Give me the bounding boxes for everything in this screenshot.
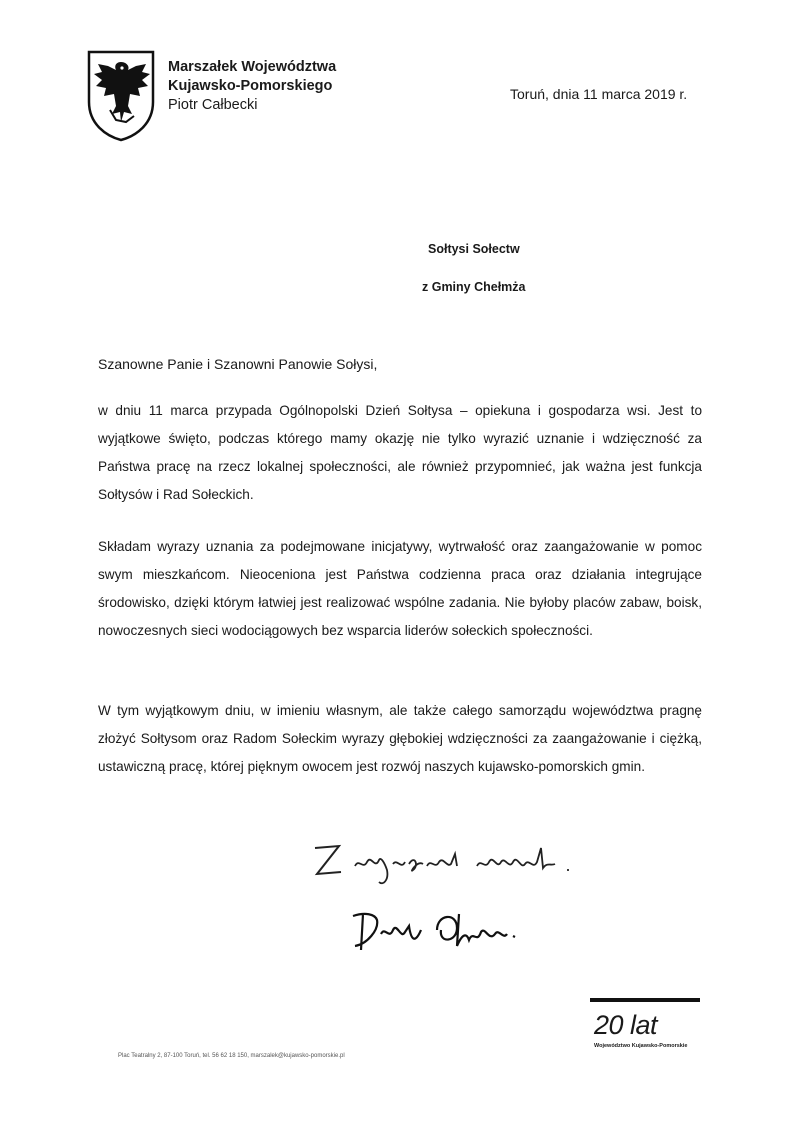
recipient-block <box>422 230 526 306</box>
letter-date: Toruń, dnia 11 marca 2019 r. <box>510 86 688 102</box>
eagle-crest-icon <box>86 50 156 142</box>
issuer-name: Piotr Całbecki <box>168 97 258 113</box>
handwritten-signature <box>345 900 545 970</box>
paragraph-3: W tym wyjątkowym dniu, w imieniu własnym, ale także całego samorządu województwa pragnę złożyć Sołtysom oraz Radom Sołeckim wyrazy głębokiej wdzięczności za zaangażowanie i ciężką, ustawiczną pracę, której pięknym owocem jest rozwój naszych kujawsko-pomorskich gmin. <box>98 703 702 774</box>
paragraph-2: Składam wyrazy uznania za podejmowane inicjatywy, wytrwałość oraz zaangażowanie w pomoc swym mieszkańcom. Nieoceniona jest Państwa codzienna praca oraz działania integrujące środowisko, dzięki którym łatwiej jest realizować wspólne zadania. Nie byłoby placów zabaw, boisk, nowoczesnych sieci wodociągowych bez wsparcia liderów sołeckich społeczności. <box>98 539 702 638</box>
salutation: Szanowne Panie i Szanowni Panowie Sołysi, <box>98 356 378 372</box>
recipient-line1: Sołtysi Sołectw <box>428 242 520 256</box>
jubilee-bar <box>590 998 700 1002</box>
jubilee-logo <box>590 998 710 1049</box>
issuer-office-line2: Kujawsko-Pomorskiego <box>168 78 333 94</box>
jubilee-number: 20 lat <box>594 1010 658 1040</box>
jubilee-caption: Województwo Kujawsko-Pomorskie <box>594 1043 688 1049</box>
footer-contact: Plac Teatralny 2, 87-100 Toruń, tel. 56 62 18 150, marszalek@kujawsko-pomorskie.pl <box>118 1053 345 1059</box>
recipient-line2: z Gminy Chełmża <box>422 280 526 294</box>
paragraph-1: w dniu 11 marca przypada Ogólnopolski Dzień Sołtysa – opiekuna i gospodarza wsi. Jest to wyjątkowe święto, podczas którego mamy okazję nie tylko wyrazić uznanie i wdzięczność za Państwa pracę na rzecz lokalnej społeczności, ale również przypomnieć, jak ważna jest funkcja Sołtysów i Rad Sołeckich. <box>98 403 702 502</box>
handwritten-closing <box>305 830 625 890</box>
issuer-block <box>168 58 336 115</box>
issuer-office-line1: Marszałek Województwa <box>168 59 337 75</box>
